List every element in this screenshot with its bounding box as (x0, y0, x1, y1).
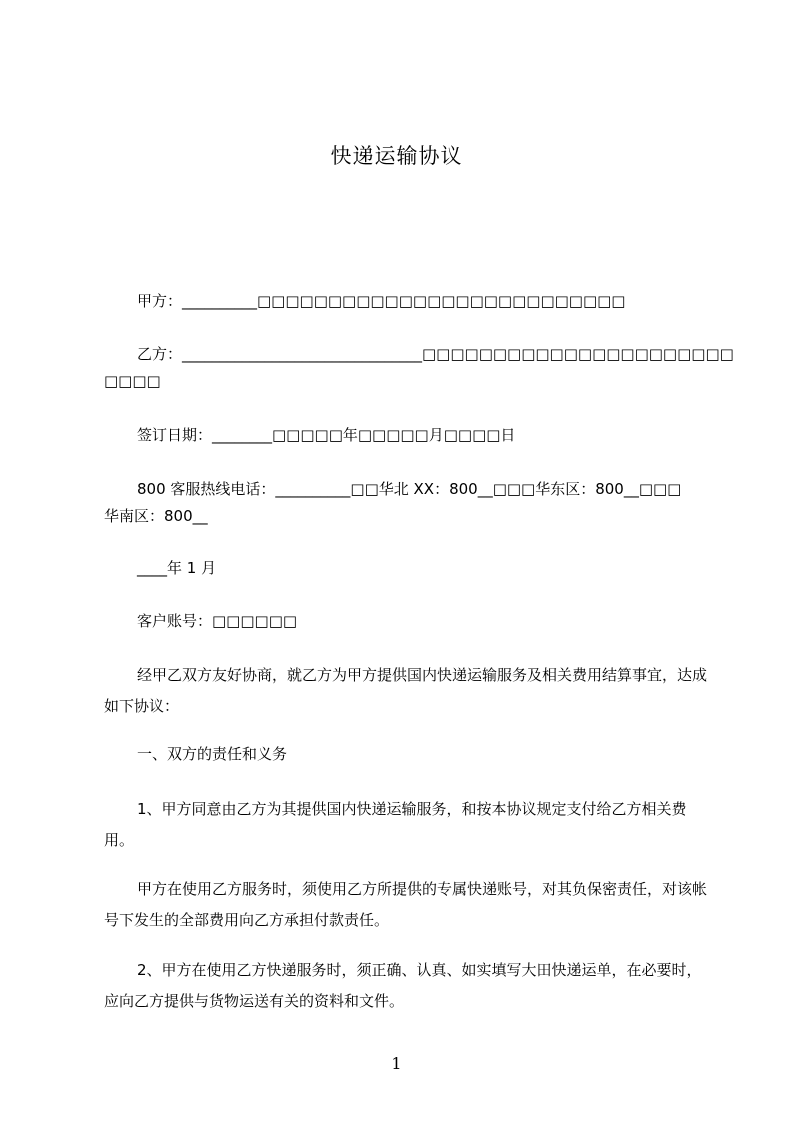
party-a-line: 甲方：__________□□□□□□□□□□□□□□□□□□□□□□□□□□ (137, 292, 626, 310)
intro-paragraph: 经甲乙双方友好协商，就乙方为甲方提供国内快递运输服务及相关费用结算事宜，达成如下协议： (104, 666, 708, 715)
clause-1-note-paragraph: 甲方在使用乙方服务时，须使用乙方所提供的专属快递账号，对其负保密责任，对该帐号下发生的全部费用向乙方承担付款责任。 (104, 880, 708, 929)
page-number: 1 (391, 1054, 402, 1073)
hotline-line-continued: 华南区：800__ (104, 507, 208, 525)
hotline-line: 800 客服热线电话：__________□□华北 XX：800__□□□华东区：800__□□□ (137, 480, 682, 498)
section-heading: 一、双方的责任和义务 (137, 745, 288, 763)
year-month-line: ____年 1 月 (137, 559, 217, 577)
customer-account-line: 客户账号：□□□□□□ (137, 612, 298, 630)
clause-2-paragraph: 2、甲方在使用乙方快递服务时，须正确、认真、如实填写大田快递运单，在必要时，应向乙方提供与货物运送有关的资料和文件。 (104, 961, 702, 1010)
clause-1-paragraph: 1、甲方同意由乙方为其提供国内快递运输服务，和按本协议规定支付给乙方相关费用。 (104, 800, 687, 849)
document-title: 快递运输协议 (330, 144, 463, 168)
party-b-line: 乙方：________________________________□□□□□□□□□□□□□□□□□□□□□□ (137, 345, 734, 363)
sign-date-line: 签订日期：________□□□□□年□□□□□月□□□□日 (137, 426, 516, 444)
party-b-line-continued: □□□□ (104, 372, 161, 390)
